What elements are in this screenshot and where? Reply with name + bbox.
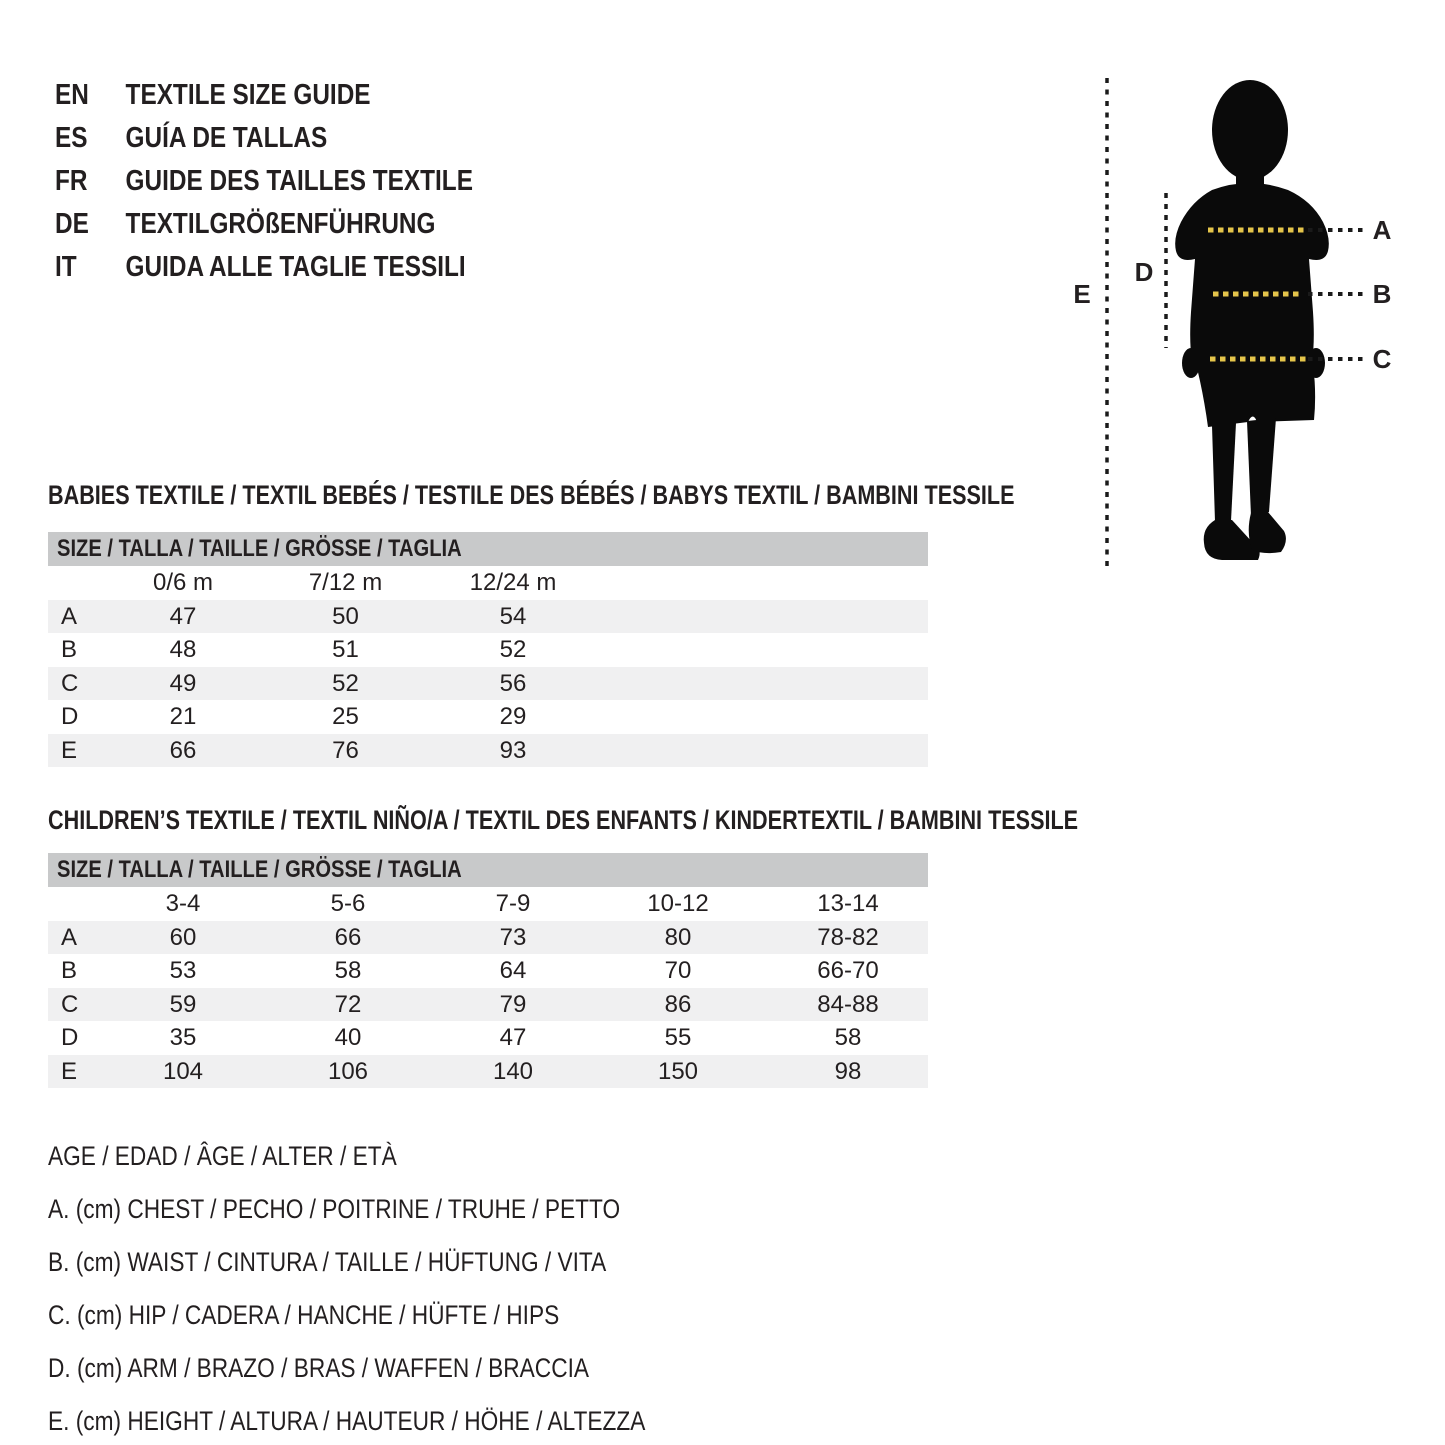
table-row-b <box>48 633 928 667</box>
table-cell: 86 <box>664 990 692 1018</box>
silhouette-torso <box>1175 183 1329 362</box>
table-row-d <box>48 1021 928 1055</box>
table-cell: 80 <box>664 923 692 951</box>
legend-age-text: AGE / EDAD / ÂGE / ALTER / ETÀ <box>48 1141 397 1171</box>
legend-height <box>48 1395 759 1445</box>
table-row-e <box>48 734 928 768</box>
language-code: EN <box>55 79 89 111</box>
table-cell: 21 <box>169 703 197 730</box>
table-cell: 40 <box>334 1024 362 1051</box>
table-row-a <box>48 600 928 634</box>
table-cell: 79 <box>499 990 527 1018</box>
table-cell: 64 <box>499 957 527 984</box>
measurement-figure <box>1060 60 1445 590</box>
guide-title-fr: GUIDE DES TAILLES TEXTILE <box>125 165 473 197</box>
table-cell: 58 <box>334 957 362 984</box>
table-cell: 98 <box>834 1057 862 1085</box>
table-row-b <box>48 954 928 988</box>
language-row-en <box>55 74 473 117</box>
table-cell: 53 <box>169 957 197 984</box>
table-cell: 29 <box>499 703 527 730</box>
table-cell: 52 <box>499 636 527 663</box>
table-cell: 66 <box>169 736 197 764</box>
row-label: B <box>61 636 78 663</box>
legend-waist-text: B. (cm) WAIST / CINTURA / TAILLE / HÜFTUNG / VITA <box>48 1247 607 1277</box>
guide-title-it: GUIDA ALLE TAGLIE TESSILI <box>125 251 466 283</box>
column-header: 3-4 <box>165 890 201 917</box>
size-header-text: SIZE / TALLA / TAILLE / GRÖSSE / TAGLIA <box>57 535 462 562</box>
guide-title-es: GUÍA DE TALLAS <box>125 122 328 154</box>
row-label: A <box>61 923 78 951</box>
language-row-de <box>55 203 473 246</box>
column-header: 5-6 <box>330 890 366 917</box>
silhouette-right-shoe <box>1249 512 1286 553</box>
table-cell: 48 <box>169 636 197 663</box>
table-cell: 58 <box>834 1024 862 1051</box>
row-label: E <box>61 1057 78 1085</box>
language-code: IT <box>55 251 77 283</box>
legend-height-text: E. (cm) HEIGHT / ALTURA / HAUTEUR / HÖHE / ALTEZZA <box>48 1406 646 1436</box>
legend-chest-text: A. (cm) CHEST / PECHO / POITRINE / TRUHE / PETTO <box>48 1194 621 1224</box>
table-row-c <box>48 667 928 701</box>
table-cell: 25 <box>332 703 359 730</box>
legend-arm-text: D. (cm) ARM / BRAZO / BRAS / WAFFEN / BRACCIA <box>48 1353 589 1383</box>
babies-section-title-text: BABIES TEXTILE / TEXTIL BEBÉS / TESTILE DES BÉBÉS / BABYS TEXTIL / BAMBINI TESSILE <box>48 480 1015 510</box>
row-label: D <box>61 1024 79 1051</box>
table-cell: 76 <box>332 736 359 764</box>
column-header: 7-9 <box>495 890 531 917</box>
figure-label-d: D <box>1134 257 1154 287</box>
legend-chest <box>48 1183 759 1236</box>
language-code: FR <box>55 165 88 197</box>
figure-label-c: C <box>1372 344 1392 374</box>
legend-waist <box>48 1236 759 1289</box>
table-cell: 106 <box>327 1057 369 1085</box>
table-cell: 60 <box>169 923 197 951</box>
row-label: B <box>61 957 78 984</box>
table-cell: 73 <box>499 923 527 951</box>
column-header: 12/24 m <box>469 569 557 596</box>
guide-title-de: TEXTILGRÖßENFÜHRUNG <box>125 208 436 240</box>
silhouette-shorts <box>1194 356 1315 427</box>
children-section-title-text: CHILDREN’S TEXTILE / TEXTIL NIÑO/A / TEXTIL DES ENFANTS / KINDERTEXTIL / BAMBINI TESSILE <box>48 805 1079 835</box>
table-cell: 140 <box>492 1057 534 1085</box>
language-row-it <box>55 246 473 289</box>
babies-size-table <box>48 532 928 767</box>
table-cell: 50 <box>332 602 359 630</box>
table-cell: 93 <box>499 736 527 764</box>
row-label: A <box>61 602 78 630</box>
figure-label-a: A <box>1372 215 1392 245</box>
table-cell: 78-82 <box>817 923 879 951</box>
column-header-row <box>48 887 928 921</box>
table-cell: 66 <box>334 923 362 951</box>
column-header: 13-14 <box>817 890 879 917</box>
table-cell: 54 <box>499 602 527 630</box>
table-row-a <box>48 921 928 955</box>
table-cell: 47 <box>169 602 197 630</box>
size-header-band <box>48 853 928 887</box>
table-cell: 70 <box>664 957 692 984</box>
table-cell: 56 <box>499 669 527 697</box>
table-row-e <box>48 1055 928 1089</box>
table-cell: 49 <box>169 669 197 697</box>
legend-hip-text: C. (cm) HIP / CADERA / HANCHE / HÜFTE / HIPS <box>48 1300 560 1330</box>
legend-hip <box>48 1289 759 1342</box>
size-header-text: SIZE / TALLA / TAILLE / GRÖSSE / TAGLIA <box>57 856 462 883</box>
language-code: DE <box>55 208 89 240</box>
row-label-spacer <box>48 566 103 600</box>
language-header <box>55 74 553 289</box>
table-cell: 51 <box>332 636 359 663</box>
language-code: ES <box>55 122 88 154</box>
column-header: 0/6 m <box>152 569 214 596</box>
table-cell: 59 <box>169 990 197 1018</box>
guide-title-en: TEXTILE SIZE GUIDE <box>125 79 371 111</box>
column-header: 7/12 m <box>308 569 383 596</box>
table-cell: 55 <box>664 1024 692 1051</box>
table-cell: 150 <box>657 1057 699 1085</box>
table-cell: 35 <box>169 1024 197 1051</box>
column-header-row <box>48 566 928 600</box>
size-header-band <box>48 532 928 566</box>
row-label-spacer <box>48 887 103 921</box>
table-cell: 84-88 <box>817 990 879 1018</box>
babies-section-title <box>48 481 1256 509</box>
language-row-es <box>55 117 473 160</box>
row-label: C <box>61 990 79 1018</box>
language-row-fr <box>55 160 473 203</box>
legend-age <box>48 1130 759 1183</box>
children-size-table <box>48 853 928 1088</box>
table-cell: 66-70 <box>817 957 879 984</box>
row-label: C <box>61 669 79 697</box>
table-row-c <box>48 988 928 1022</box>
measurement-legend <box>48 1130 759 1445</box>
figure-label-e: E <box>1073 279 1091 309</box>
children-section-title <box>48 806 1336 834</box>
table-cell: 52 <box>332 669 359 697</box>
row-label: E <box>61 736 78 764</box>
table-cell: 104 <box>162 1057 204 1085</box>
table-cell: 72 <box>334 990 362 1018</box>
child-silhouette-diagram <box>1060 60 1445 590</box>
row-label: D <box>61 703 79 730</box>
table-row-d <box>48 700 928 734</box>
column-header: 10-12 <box>647 890 709 917</box>
figure-label-b: B <box>1372 279 1392 309</box>
table-cell: 47 <box>499 1024 527 1051</box>
legend-arm <box>48 1342 759 1395</box>
